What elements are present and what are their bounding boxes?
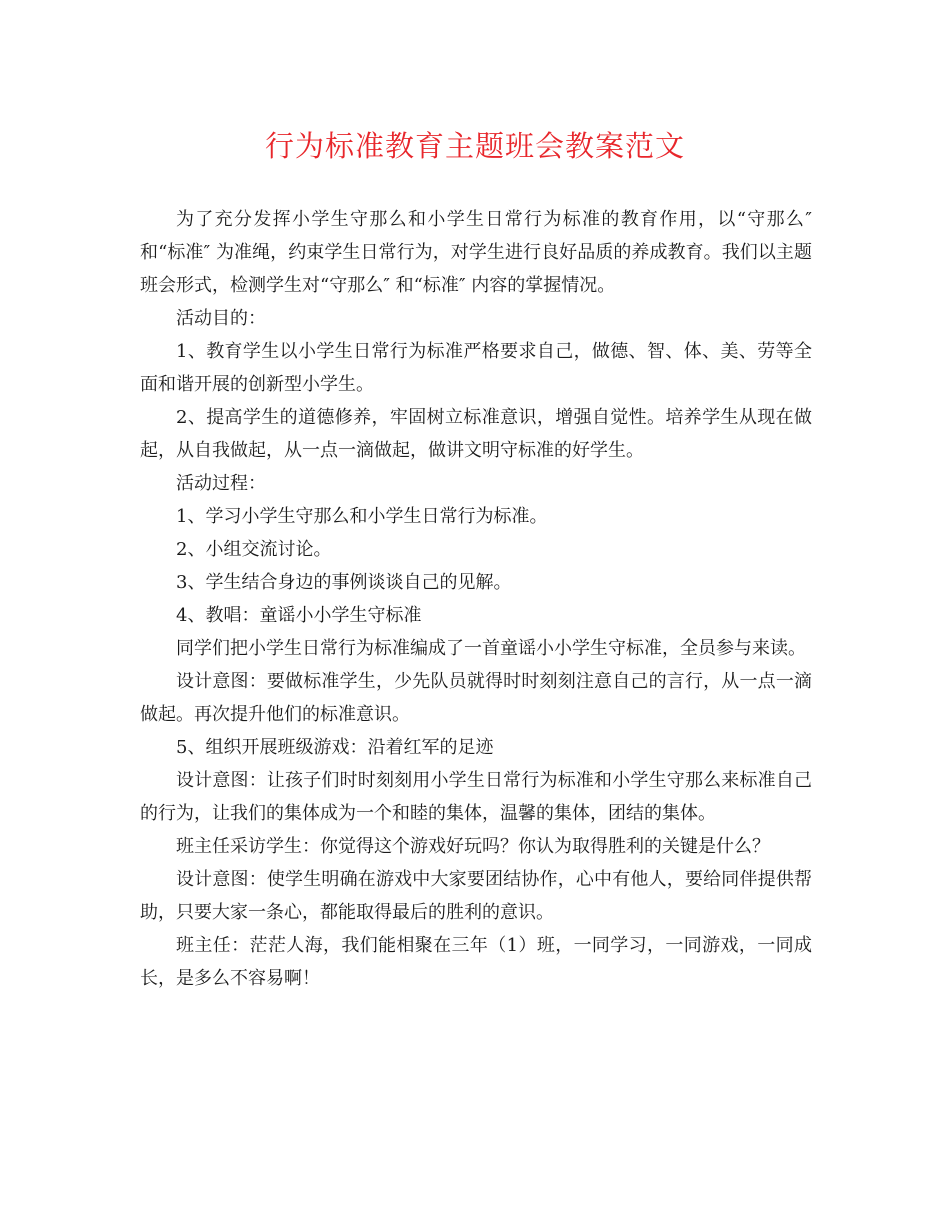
paragraph-teacher-closing: 班主任：茫茫人海，我们能相聚在三年（1）班，一同学习，一同游戏，一同成长，是多么不容易啊！	[140, 935, 812, 989]
paragraph-activity-goals-heading: 活动目的：	[176, 308, 266, 329]
paragraph-intro: 为了充分发挥小学生守那么和小学生日常行为标准的教育作用，以“守那么″和“标准″ 为准绳，约束学生日常行为，对学生进行良好品质的养成教育。我们以主题班会形式，检测学生对“守那么″ 和“标准″ 内容的掌握情况。	[140, 209, 812, 296]
paragraph-step-1: 1、学习小学生守那么和小学生日常行为标准。	[176, 506, 548, 527]
paragraph-goal-1: 1、教育学生以小学生日常行为标准严格要求自己，做德、智、体、美、劳等全面和谐开展的创新型小学生。	[140, 341, 812, 395]
paragraph-activity-process-heading: 活动过程：	[176, 473, 266, 494]
paragraph-teacher-interview: 班主任采访学生：你觉得这个游戏好玩吗？你认为取得胜利的关键是什么？	[176, 836, 770, 857]
document-body	[140, 203, 812, 995]
paragraph-design-intent-3: 设计意图：使学生明确在游戏中大家要团结协作，心中有他人，要给同伴提供帮助，只要大家一条心，都能取得最后的胜利的意识。	[140, 869, 812, 923]
paragraph-step-5: 5、组织开展班级游戏：沿着红军的足迹	[176, 737, 494, 758]
paragraph-step-3: 3、学生结合身边的事例谈谈自己的见解。	[176, 572, 512, 593]
paragraph-nursery-rhyme: 同学们把小学生日常行为标准编成了一首童谣小小学生守标准，全员参与来读。	[176, 638, 806, 659]
document-title: 行为标准教育主题班会教案范文	[264, 129, 685, 163]
paragraph-step-2: 2、小组交流讨论。	[176, 539, 332, 560]
paragraph-step-4: 4、教唱：童谣小小学生守标准	[176, 605, 422, 626]
paragraph-design-intent-2: 设计意图：让孩子们时时刻刻用小学生日常行为标准和小学生守那么来标准自己的行为，让我们的集体成为一个和睦的集体，温馨的集体，团结的集体。	[140, 770, 812, 824]
paragraph-goal-2: 2、提高学生的道德修养，牢固树立标准意识，增强自觉性。培养学生从现在做起，从自我做起，从一点一滴做起，做讲文明守标准的好学生。	[140, 407, 812, 461]
paragraph-design-intent-1: 设计意图：要做标准学生，少先队员就得时时刻刻注意自己的言行，从一点一滴做起。再次提升他们的标准意识。	[140, 671, 812, 725]
